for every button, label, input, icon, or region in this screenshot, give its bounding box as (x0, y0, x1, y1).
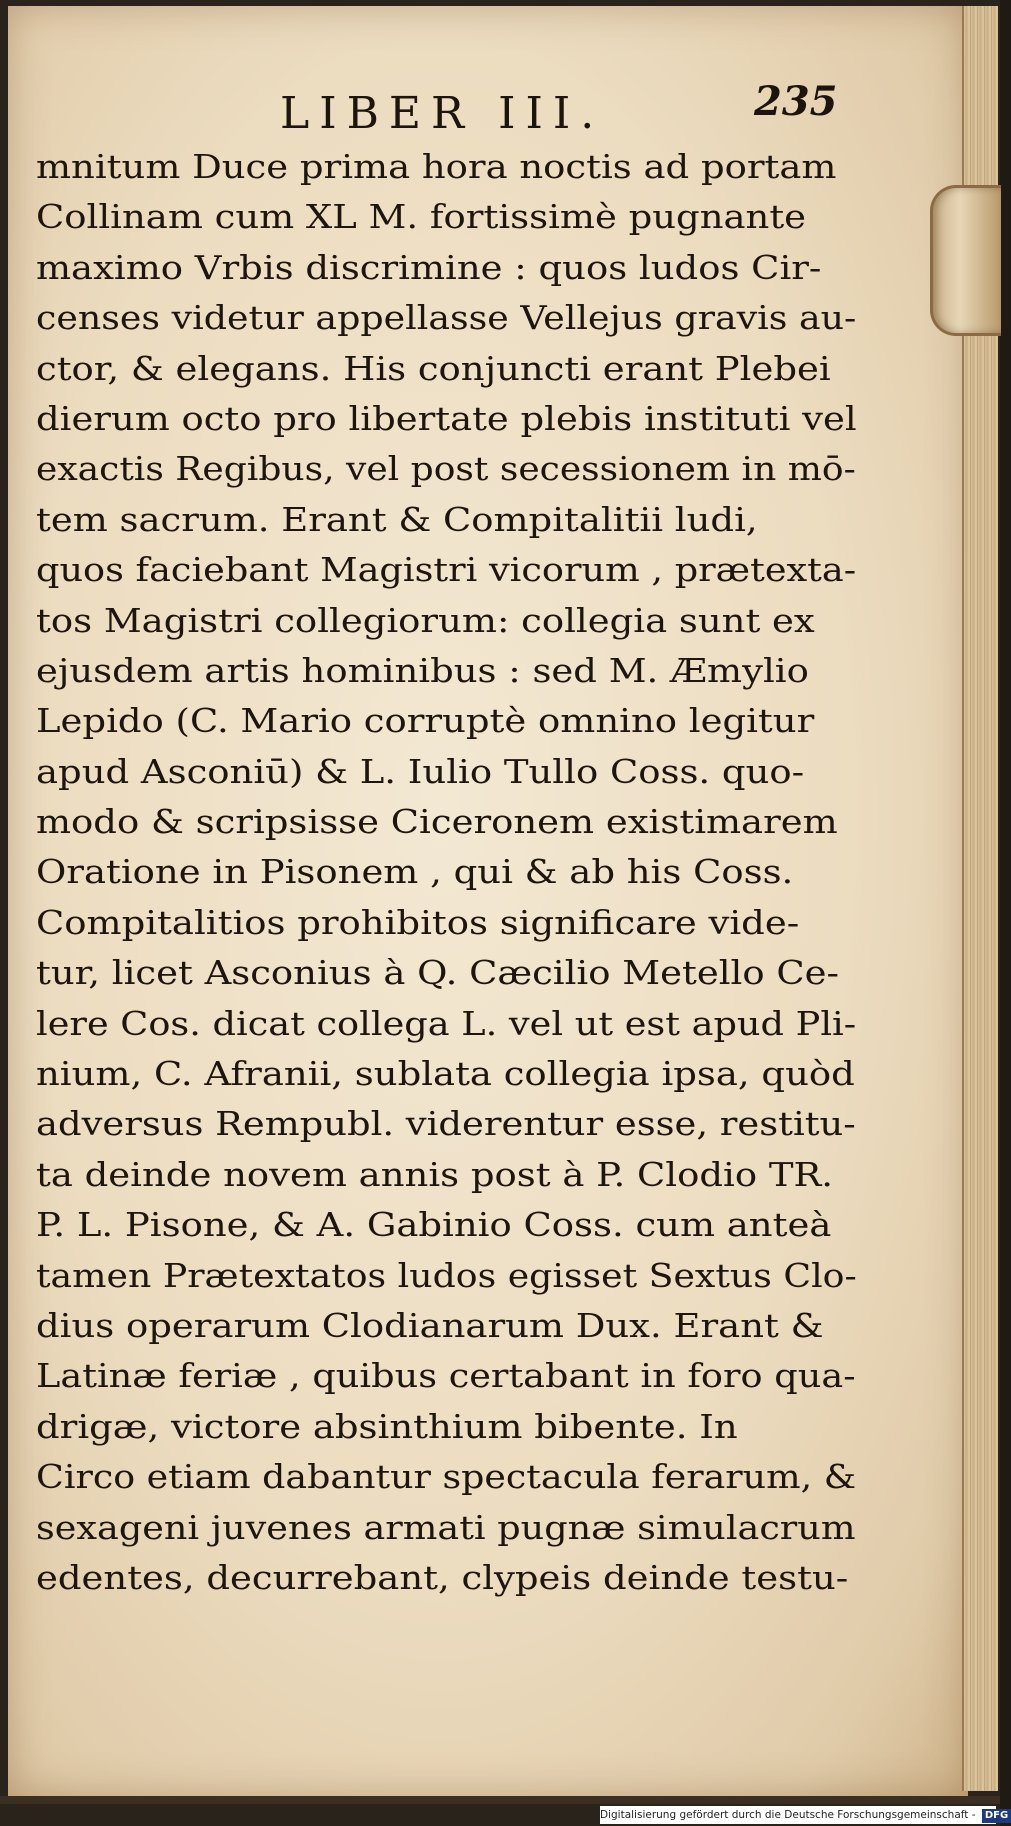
dfg-logo: DFG (982, 1809, 1011, 1823)
text-line: apud Asconiū) & L. Iulio Tullo Coss. quo- (36, 751, 805, 791)
text-line: Compitalitios prohibitos significare vide- (36, 902, 800, 942)
page-header (30, 70, 838, 150)
text-line: Collinam cum XL M. fortissimè pugnante (36, 197, 807, 237)
text-line: ctor, & elegans. His conjuncti erant Plebei (36, 348, 831, 388)
text-line: Circo etiam dabantur spectacula ferarum, & (36, 1457, 857, 1497)
text-line: Lepido (C. Mario corruptè omnino legitur (36, 701, 815, 741)
text-line: tos Magistri collegiorum: collegia sunt ex (36, 600, 815, 640)
book-bottom-edge (0, 1796, 1000, 1804)
text-line: dierum octo pro libertate plebis instituti vel (36, 398, 857, 438)
text-line: exactis Regibus, vel post secessionem in mō- (36, 449, 856, 489)
text-line: edentes, decurrebant, clypeis deinde testu- (36, 1557, 849, 1597)
text-line: tur, licet Asconius à Q. Cæcilio Metello Ce- (36, 953, 839, 993)
text-line: ejusdem artis hominibus : sed M. Æmylio (36, 650, 809, 690)
body-text (36, 142, 856, 1603)
running-head: LIBER III. (280, 88, 605, 139)
text-line: adversus Rempubl. viderentur esse, restitu- (36, 1104, 856, 1144)
text-line: nium, C. Afranii, sublata collegia ipsa, quòd (36, 1054, 855, 1094)
text-line: ta deinde novem annis post à P. Clodio TR. (36, 1154, 834, 1194)
text-line: sexageni juvenes armati pugnæ simulacrum (36, 1507, 856, 1547)
text-line: quos faciebant Magistri vicorum , prætexta- (36, 550, 857, 590)
text-line: P. L. Pisone, & A. Gabinio Coss. cum anteà (36, 1205, 832, 1245)
text-line: maximo Vrbis discrimine : quos ludos Cir- (36, 247, 822, 287)
digitization-credit (600, 1806, 1009, 1824)
text-line: censes videtur appellasse Vellejus gravis au- (36, 298, 857, 338)
page-number: 235 (754, 78, 838, 125)
text-line: mnitum Duce prima hora noctis ad portam (36, 147, 837, 186)
text-line: tamen Prætextatos ludos egisset Sextus Clo- (36, 1255, 857, 1295)
text-line: drigæ, victore absinthium bibente. In (36, 1406, 738, 1446)
credit-text: Digitalisierung gefördert durch die Deutsche Forschungsgemeinschaft - (600, 1809, 976, 1821)
text-line: dius operarum Clodianarum Dux. Erant & (36, 1305, 824, 1345)
text-line: modo & scripsisse Ciceronem existimarem (36, 802, 838, 842)
text-line: Oratione in Pisonem , qui & ab his Coss. (36, 852, 794, 892)
text-line: lere Cos. dicat collega L. vel ut est apud Pli- (36, 1003, 857, 1043)
text-line: tem sacrum. Erant & Compitalitii ludi, (36, 499, 758, 539)
text-line: Latinæ feriæ , quibus certabant in foro qua- (36, 1356, 856, 1396)
